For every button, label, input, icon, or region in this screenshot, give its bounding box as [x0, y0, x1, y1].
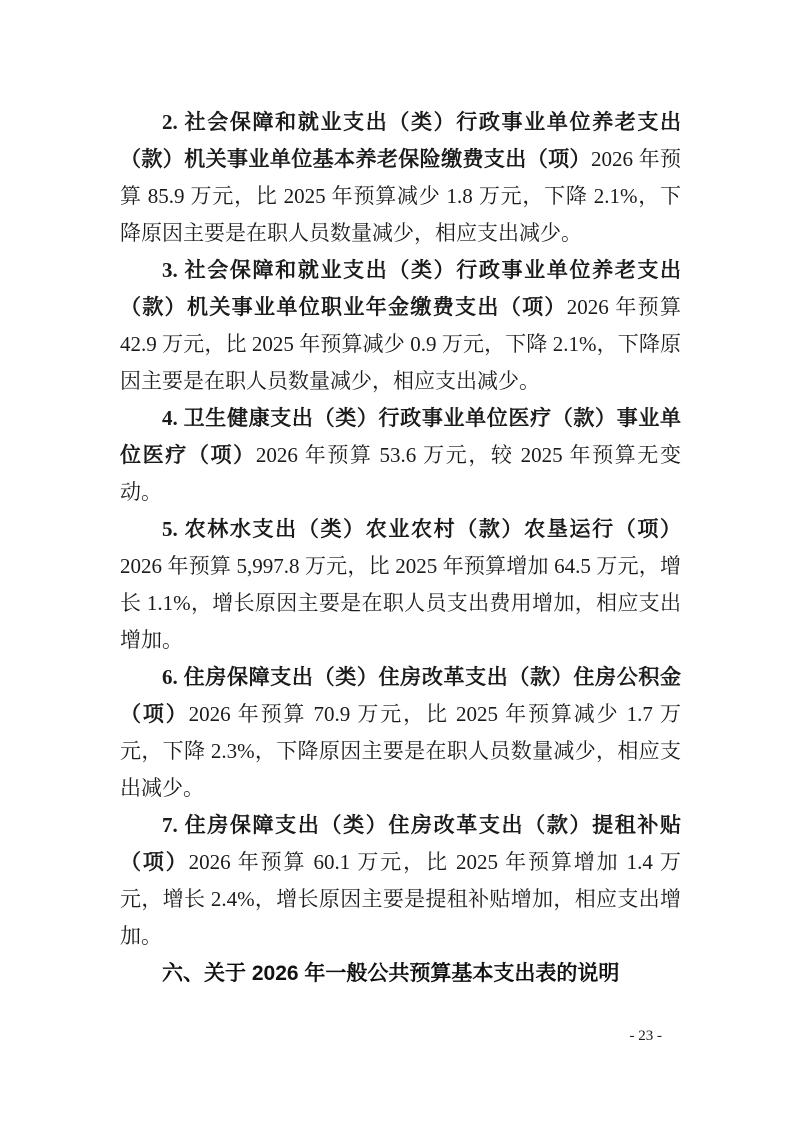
paragraph-body: 2026 年预算 53.6 万元，较 2025 年预算无变动。	[120, 443, 682, 504]
paragraph-body: 2026 年预算 70.9 万元，比 2025 年预算减少 1.7 万元，下降 2.3%，下降原因主要是在职人员数量减少，相应支出减少。	[120, 702, 681, 800]
paragraph-lead: 5. 农林水支出（类）农业农村（款）农垦运行（项）	[162, 517, 681, 541]
budget-paragraph-3	[120, 252, 681, 400]
paragraph-body: 2026 年预算 42.9 万元，比 2025 年预算减少 0.9 万元，下降 2.1%，下降原因主要是在职人员数量减少，相应支出减少。	[120, 295, 682, 393]
budget-paragraph-4	[120, 400, 681, 511]
document-body	[120, 104, 681, 992]
paragraph-lead: 2. 社会保障和就业支出（类）行政事业单位养老支出（款）机关事业单位基本养老保险缴费支出（项）	[120, 110, 681, 171]
budget-paragraph-2	[120, 104, 681, 252]
budget-paragraph-6	[120, 659, 681, 807]
paragraph-lead: 7. 住房保障支出（类）住房改革支出（款）提租补贴（项）	[120, 813, 681, 874]
page-number: - 23 -	[629, 1028, 662, 1044]
section-heading: 六、关于 2026 年一般公共预算基本支出表的说明	[162, 962, 620, 985]
paragraph-body: 2026 年预算 60.1 万元，比 2025 年预算增加 1.4 万元，增长 2.4%，增长原因主要是提租补贴增加，相应支出增加。	[120, 850, 681, 948]
paragraph-lead: 4. 卫生健康支出（类）行政事业单位医疗（款）事业单位医疗（项）	[120, 406, 681, 467]
paragraph-body: 2026 年预算 85.9 万元，比 2025 年预算减少 1.8 万元，下降 2.1%，下降原因主要是在职人员数量减少，相应支出减少。	[120, 147, 681, 245]
budget-paragraph-7	[120, 807, 681, 955]
paragraph-body: 2026 年预算 5,997.8 万元，比 2025 年预算增加 64.5 万元，增长 1.1%，增长原因主要是在职人员支出费用增加，相应支出增加。	[120, 554, 681, 652]
budget-paragraph-5	[120, 511, 681, 659]
paragraph-lead: 3. 社会保障和就业支出（类）行政事业单位养老支出（款）机关事业单位职业年金缴费支出（项）	[120, 258, 681, 319]
paragraph-lead: 6. 住房保障支出（类）住房改革支出（款）住房公积金（项）	[120, 665, 681, 726]
